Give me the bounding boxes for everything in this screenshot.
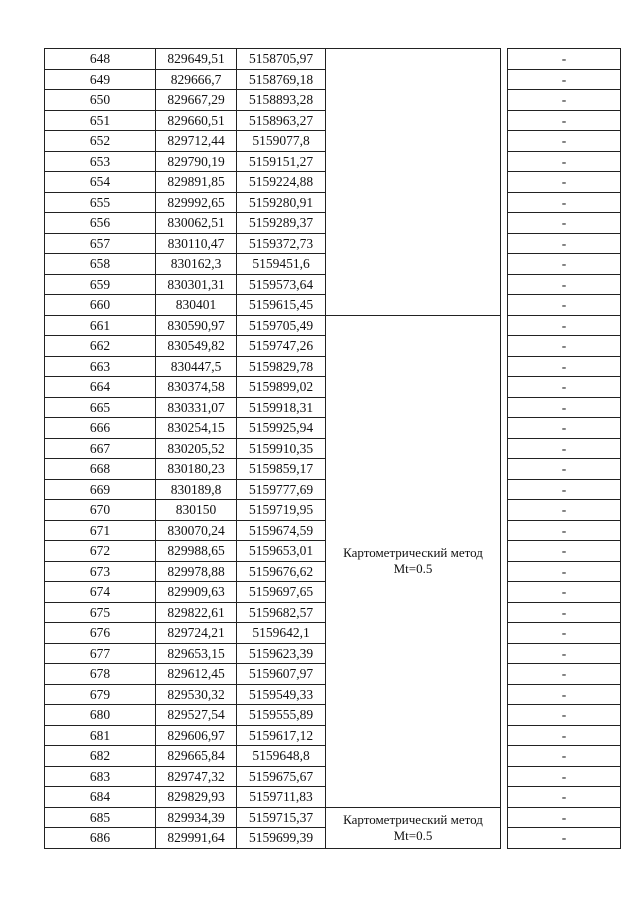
- column-gap: [501, 418, 508, 439]
- point-number-cell: 682: [45, 746, 156, 767]
- point-number-cell: 660: [45, 295, 156, 316]
- column-gap: [501, 766, 508, 787]
- column-gap: [501, 172, 508, 193]
- error-cell: -: [508, 213, 621, 234]
- x-coordinate-cell: 829649,51: [156, 49, 237, 70]
- error-cell: -: [508, 479, 621, 500]
- y-coordinate-cell: 5159676,62: [237, 561, 326, 582]
- error-cell: -: [508, 418, 621, 439]
- column-gap: [501, 684, 508, 705]
- method-accuracy: Mt=0.5: [393, 827, 433, 843]
- method-name: Картометрический метод: [343, 545, 483, 560]
- x-coordinate-cell: 829991,64: [156, 828, 237, 849]
- y-coordinate-cell: 5159280,91: [237, 192, 326, 213]
- column-gap: [501, 377, 508, 398]
- point-number-cell: 652: [45, 131, 156, 152]
- column-gap: [501, 90, 508, 111]
- y-coordinate-cell: 5158769,18: [237, 69, 326, 90]
- point-number-cell: 658: [45, 254, 156, 275]
- y-coordinate-cell: 5159675,67: [237, 766, 326, 787]
- x-coordinate-cell: 829822,61: [156, 602, 237, 623]
- error-cell: -: [508, 295, 621, 316]
- column-gap: [501, 561, 508, 582]
- point-number-cell: 684: [45, 787, 156, 808]
- error-cell: -: [508, 315, 621, 336]
- x-coordinate-cell: 830205,52: [156, 438, 237, 459]
- y-coordinate-cell: 5159674,59: [237, 520, 326, 541]
- x-coordinate-cell: 829988,65: [156, 541, 237, 562]
- y-coordinate-cell: 5159648,8: [237, 746, 326, 767]
- point-number-cell: 655: [45, 192, 156, 213]
- x-coordinate-cell: 829829,93: [156, 787, 237, 808]
- x-coordinate-cell: 829653,15: [156, 643, 237, 664]
- point-number-cell: 675: [45, 602, 156, 623]
- column-gap: [501, 151, 508, 172]
- error-cell: -: [508, 623, 621, 644]
- x-coordinate-cell: 830590,97: [156, 315, 237, 336]
- error-cell: -: [508, 377, 621, 398]
- coordinates-table: [44, 48, 621, 849]
- point-number-cell: 650: [45, 90, 156, 111]
- y-coordinate-cell: 5159747,26: [237, 336, 326, 357]
- point-number-cell: 670: [45, 500, 156, 521]
- x-coordinate-cell: 830150: [156, 500, 237, 521]
- point-number-cell: 662: [45, 336, 156, 357]
- error-cell: -: [508, 110, 621, 131]
- column-gap: [501, 459, 508, 480]
- x-coordinate-cell: 830162,3: [156, 254, 237, 275]
- point-number-cell: 665: [45, 397, 156, 418]
- error-cell: -: [508, 233, 621, 254]
- point-number-cell: 677: [45, 643, 156, 664]
- column-gap: [501, 602, 508, 623]
- column-gap: [501, 582, 508, 603]
- column-gap: [501, 725, 508, 746]
- x-coordinate-cell: 829790,19: [156, 151, 237, 172]
- error-cell: -: [508, 356, 621, 377]
- y-coordinate-cell: 5159151,27: [237, 151, 326, 172]
- y-coordinate-cell: 5159699,39: [237, 828, 326, 849]
- y-coordinate-cell: 5159715,37: [237, 807, 326, 828]
- error-cell: -: [508, 274, 621, 295]
- x-coordinate-cell: 829660,51: [156, 110, 237, 131]
- point-number-cell: 685: [45, 807, 156, 828]
- column-gap: [501, 541, 508, 562]
- y-coordinate-cell: 5159925,94: [237, 418, 326, 439]
- point-number-cell: 680: [45, 705, 156, 726]
- x-coordinate-cell: 829667,29: [156, 90, 237, 111]
- error-cell: -: [508, 561, 621, 582]
- method-name: Картометрический метод: [343, 811, 483, 827]
- method-accuracy: Mt=0.5: [393, 561, 433, 576]
- x-coordinate-cell: 829712,44: [156, 131, 237, 152]
- column-gap: [501, 479, 508, 500]
- error-cell: -: [508, 500, 621, 521]
- error-cell: -: [508, 705, 621, 726]
- error-cell: -: [508, 602, 621, 623]
- column-gap: [501, 438, 508, 459]
- error-cell: -: [508, 807, 621, 828]
- error-cell: -: [508, 684, 621, 705]
- x-coordinate-cell: 830447,5: [156, 356, 237, 377]
- y-coordinate-cell: 5159555,89: [237, 705, 326, 726]
- error-cell: -: [508, 746, 621, 767]
- y-coordinate-cell: 5159719,95: [237, 500, 326, 521]
- column-gap: [501, 643, 508, 664]
- y-coordinate-cell: 5159615,45: [237, 295, 326, 316]
- x-coordinate-cell: 829992,65: [156, 192, 237, 213]
- error-cell: -: [508, 459, 621, 480]
- y-coordinate-cell: 5159289,37: [237, 213, 326, 234]
- y-coordinate-cell: 5158893,28: [237, 90, 326, 111]
- y-coordinate-cell: 5159705,49: [237, 315, 326, 336]
- column-gap: [501, 315, 508, 336]
- error-cell: -: [508, 828, 621, 849]
- y-coordinate-cell: 5158705,97: [237, 49, 326, 70]
- y-coordinate-cell: 5159899,02: [237, 377, 326, 398]
- column-gap: [501, 807, 508, 828]
- y-coordinate-cell: 5159653,01: [237, 541, 326, 562]
- column-gap: [501, 213, 508, 234]
- column-gap: [501, 295, 508, 316]
- x-coordinate-cell: 829606,97: [156, 725, 237, 746]
- y-coordinate-cell: 5159697,65: [237, 582, 326, 603]
- error-cell: -: [508, 172, 621, 193]
- method-cell: [326, 49, 501, 316]
- x-coordinate-cell: 830331,07: [156, 397, 237, 418]
- y-coordinate-cell: 5159711,83: [237, 787, 326, 808]
- error-cell: -: [508, 192, 621, 213]
- column-gap: [501, 69, 508, 90]
- column-gap: [501, 192, 508, 213]
- point-number-cell: 649: [45, 69, 156, 90]
- y-coordinate-cell: 5158963,27: [237, 110, 326, 131]
- x-coordinate-cell: 829747,32: [156, 766, 237, 787]
- point-number-cell: 663: [45, 356, 156, 377]
- column-gap: [501, 746, 508, 767]
- x-coordinate-cell: 829530,32: [156, 684, 237, 705]
- x-coordinate-cell: 830110,47: [156, 233, 237, 254]
- table-row: [45, 315, 621, 336]
- y-coordinate-cell: 5159829,78: [237, 356, 326, 377]
- x-coordinate-cell: 830180,23: [156, 459, 237, 480]
- point-number-cell: 678: [45, 664, 156, 685]
- point-number-cell: 668: [45, 459, 156, 480]
- y-coordinate-cell: 5159617,12: [237, 725, 326, 746]
- x-coordinate-cell: 829978,88: [156, 561, 237, 582]
- error-cell: -: [508, 336, 621, 357]
- error-cell: -: [508, 541, 621, 562]
- x-coordinate-cell: 829891,85: [156, 172, 237, 193]
- error-cell: -: [508, 254, 621, 275]
- table-row: [45, 49, 621, 70]
- point-number-cell: 653: [45, 151, 156, 172]
- point-number-cell: 672: [45, 541, 156, 562]
- x-coordinate-cell: 830549,82: [156, 336, 237, 357]
- column-gap: [501, 254, 508, 275]
- point-number-cell: 661: [45, 315, 156, 336]
- y-coordinate-cell: 5159623,39: [237, 643, 326, 664]
- x-coordinate-cell: 830254,15: [156, 418, 237, 439]
- point-number-cell: 671: [45, 520, 156, 541]
- point-number-cell: 664: [45, 377, 156, 398]
- x-coordinate-cell: 829527,54: [156, 705, 237, 726]
- column-gap: [501, 500, 508, 521]
- point-number-cell: 657: [45, 233, 156, 254]
- point-number-cell: 683: [45, 766, 156, 787]
- error-cell: -: [508, 664, 621, 685]
- y-coordinate-cell: 5159451,6: [237, 254, 326, 275]
- x-coordinate-cell: 830301,31: [156, 274, 237, 295]
- column-gap: [501, 110, 508, 131]
- column-gap: [501, 131, 508, 152]
- x-coordinate-cell: 830401: [156, 295, 237, 316]
- x-coordinate-cell: 830070,24: [156, 520, 237, 541]
- point-number-cell: 673: [45, 561, 156, 582]
- x-coordinate-cell: 829909,63: [156, 582, 237, 603]
- point-number-cell: 656: [45, 213, 156, 234]
- table-row: [45, 807, 621, 828]
- point-number-cell: 659: [45, 274, 156, 295]
- x-coordinate-cell: 829666,7: [156, 69, 237, 90]
- column-gap: [501, 274, 508, 295]
- column-gap: [501, 49, 508, 70]
- error-cell: -: [508, 725, 621, 746]
- y-coordinate-cell: 5159224,88: [237, 172, 326, 193]
- point-number-cell: 669: [45, 479, 156, 500]
- point-number-cell: 686: [45, 828, 156, 849]
- y-coordinate-cell: 5159549,33: [237, 684, 326, 705]
- y-coordinate-cell: 5159607,97: [237, 664, 326, 685]
- x-coordinate-cell: 829934,39: [156, 807, 237, 828]
- error-cell: -: [508, 520, 621, 541]
- error-cell: -: [508, 582, 621, 603]
- column-gap: [501, 397, 508, 418]
- y-coordinate-cell: 5159372,73: [237, 233, 326, 254]
- y-coordinate-cell: 5159910,35: [237, 438, 326, 459]
- x-coordinate-cell: 830062,51: [156, 213, 237, 234]
- error-cell: -: [508, 131, 621, 152]
- column-gap: [501, 828, 508, 849]
- y-coordinate-cell: 5159859,17: [237, 459, 326, 480]
- column-gap: [501, 664, 508, 685]
- column-gap: [501, 356, 508, 377]
- method-cell: [326, 807, 501, 848]
- x-coordinate-cell: 830374,58: [156, 377, 237, 398]
- point-number-cell: 651: [45, 110, 156, 131]
- point-number-cell: 681: [45, 725, 156, 746]
- coordinates-table-container: [44, 48, 614, 849]
- column-gap: [501, 520, 508, 541]
- method-cell: [326, 315, 501, 807]
- column-gap: [501, 787, 508, 808]
- x-coordinate-cell: 830189,8: [156, 479, 237, 500]
- error-cell: -: [508, 438, 621, 459]
- error-cell: -: [508, 69, 621, 90]
- error-cell: -: [508, 49, 621, 70]
- y-coordinate-cell: 5159573,64: [237, 274, 326, 295]
- column-gap: [501, 233, 508, 254]
- error-cell: -: [508, 766, 621, 787]
- x-coordinate-cell: 829724,21: [156, 623, 237, 644]
- y-coordinate-cell: 5159682,57: [237, 602, 326, 623]
- x-coordinate-cell: 829665,84: [156, 746, 237, 767]
- error-cell: -: [508, 787, 621, 808]
- point-number-cell: 679: [45, 684, 156, 705]
- error-cell: -: [508, 397, 621, 418]
- point-number-cell: 648: [45, 49, 156, 70]
- coordinates-table-body: [45, 49, 621, 849]
- error-cell: -: [508, 643, 621, 664]
- y-coordinate-cell: 5159777,69: [237, 479, 326, 500]
- y-coordinate-cell: 5159918,31: [237, 397, 326, 418]
- column-gap: [501, 623, 508, 644]
- error-cell: -: [508, 90, 621, 111]
- point-number-cell: 654: [45, 172, 156, 193]
- point-number-cell: 666: [45, 418, 156, 439]
- column-gap: [501, 336, 508, 357]
- point-number-cell: 676: [45, 623, 156, 644]
- point-number-cell: 667: [45, 438, 156, 459]
- column-gap: [501, 705, 508, 726]
- y-coordinate-cell: 5159077,8: [237, 131, 326, 152]
- y-coordinate-cell: 5159642,1: [237, 623, 326, 644]
- error-cell: -: [508, 151, 621, 172]
- point-number-cell: 674: [45, 582, 156, 603]
- x-coordinate-cell: 829612,45: [156, 664, 237, 685]
